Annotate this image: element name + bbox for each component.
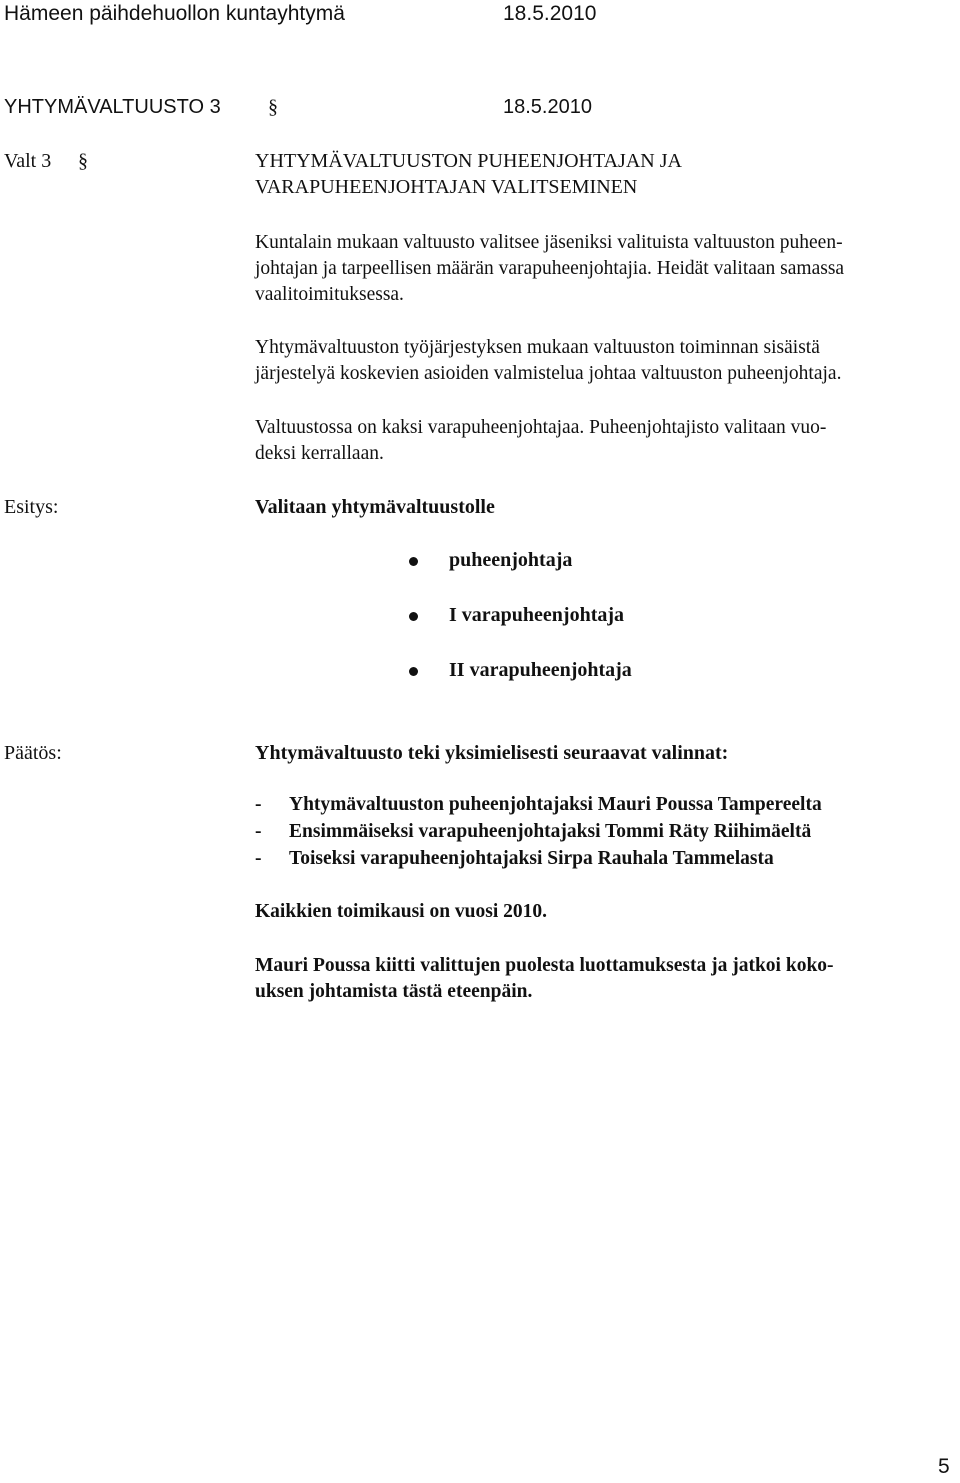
decision-item-text: Toiseksi varapuheenjohtajaksi Sirpa Rauhala Tammelasta — [289, 848, 774, 869]
meeting-title: YHTYMÄVALTUUSTO 3 — [4, 96, 221, 118]
bullet-dot — [409, 612, 418, 621]
dash: - — [255, 821, 262, 842]
decision-item — [255, 818, 822, 845]
decision-closing — [255, 953, 834, 1005]
decision-item — [255, 845, 822, 872]
paragraph-line: deksi kerrallaan. — [255, 443, 384, 464]
meeting-section-mark: § — [268, 96, 278, 118]
decision-list — [255, 791, 822, 872]
page-number: 5 — [938, 1455, 950, 1478]
paragraph-3 — [255, 415, 826, 467]
bullet-dot — [409, 557, 418, 566]
header-date: 18.5.2010 — [503, 2, 597, 25]
header-organization: Hämeen päihdehuollon kuntayhtymä — [4, 2, 345, 25]
closing-line: Mauri Poussa kiitti valittujen puolesta luottamuksesta ja jatkoi koko- — [255, 955, 834, 976]
proposal-item-chair: puheenjohtaja — [449, 549, 573, 571]
paragraph-line: Kuntalain mukaan valtuusto valitsee jäseniksi valituista valtuuston puheen- — [255, 232, 843, 253]
item-section-mark: § — [78, 150, 88, 172]
item-heading-line2: VARAPUHEENJOHTAJAN VALITSEMINEN — [255, 176, 638, 198]
meeting-date: 18.5.2010 — [503, 96, 592, 118]
closing-line: uksen johtamista tästä eteenpäin. — [255, 981, 533, 1002]
dash: - — [255, 848, 262, 869]
proposal-item-first-vice: I varapuheenjohtaja — [449, 604, 625, 626]
paragraph-2 — [255, 335, 841, 387]
decision-intro: Yhtymävaltuusto teki yksimielisesti seuraavat valinnat: — [255, 742, 729, 764]
paragraph-line: vaalitoimituksessa. — [255, 284, 404, 305]
decision-term: Kaikkien toimikausi on vuosi 2010. — [255, 901, 548, 922]
decision-item — [255, 791, 822, 818]
paragraph-line: Yhtymävaltuuston työjärjestyksen mukaan valtuuston toiminnan sisäistä — [255, 337, 820, 358]
paragraph-line: Valtuustossa on kaksi varapuheenjohtajaa. Puheenjohtajisto valitaan vuo- — [255, 417, 827, 438]
proposal-intro: Valitaan yhtymävaltuustolle — [255, 496, 495, 518]
bullet-dot — [409, 667, 418, 676]
proposal-item-second-vice: II varapuheenjohtaja — [449, 659, 632, 681]
item-heading-line1: YHTYMÄVALTUUSTON PUHEENJOHTAJAN JA — [255, 150, 682, 172]
decision-label: Päätös: — [4, 742, 62, 764]
decision-item-text: Yhtymävaltuuston puheenjohtajaksi Mauri Poussa Tampereelta — [289, 794, 822, 815]
paragraph-line: järjestelyä koskevien asioiden valmistelua johtaa valtuuston puheenjohtaja. — [255, 363, 842, 384]
proposal-label: Esitys: — [4, 496, 59, 518]
paragraph-1 — [255, 230, 844, 308]
paragraph-line: johtajan ja tarpeellisen määrän varapuheenjohtajia. Heidät valitaan samassa — [255, 258, 845, 279]
decision-item-text: Ensimmäiseksi varapuheenjohtajaksi Tommi Räty Riihimäeltä — [289, 821, 812, 842]
item-code: Valt 3 — [4, 150, 52, 172]
dash: - — [255, 794, 262, 815]
